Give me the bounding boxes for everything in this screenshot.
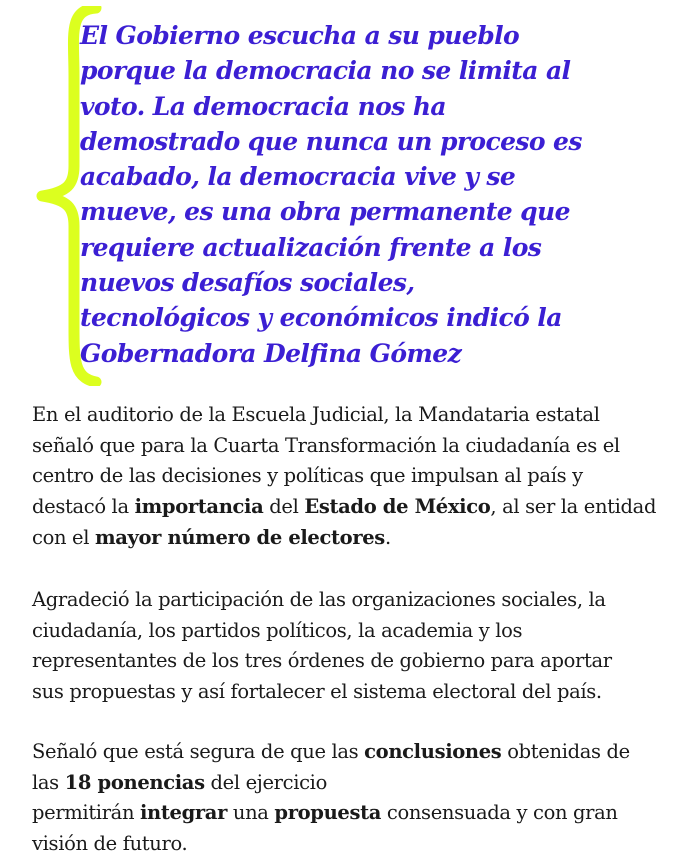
quote-line: El Gobierno escucha a su pueblo <box>80 21 520 50</box>
quote-line: mueve, es una obra permanente que <box>80 197 570 227</box>
text-run: Señaló que está segura de que las <box>32 740 365 763</box>
bold-text: 18 ponencias <box>64 770 205 794</box>
bold-text: Estado de México <box>304 495 491 519</box>
paragraph-line: Agradeció la participación de las organizaciones sociales, la <box>32 588 606 611</box>
quote-line: porque la democracia no se limita al <box>80 56 571 86</box>
quote-line: nuevos desafíos sociales, <box>80 268 415 298</box>
bold-text: propuesta <box>274 801 382 825</box>
quote-line: demostrado que nunca un proceso es <box>80 126 582 156</box>
text-run: las <box>32 770 65 794</box>
paragraph-line: centro de las decisiones y políticas que impulsan al país y <box>32 464 583 488</box>
bold-text: integrar <box>140 801 228 825</box>
bold-text: mayor número de electores <box>94 525 385 549</box>
text-run: destacó la <box>32 495 135 519</box>
paragraph-line: representantes de los tres órdenes de gobierno para aportar <box>32 649 612 673</box>
paragraph-auditorio <box>32 400 657 554</box>
text-run: obtenidas de <box>501 740 630 763</box>
quote-line: acabado, la democracia vive y se <box>80 162 516 192</box>
paragraph-line: ciudadanía, los partidos políticos, la academia y los <box>32 618 523 642</box>
paragraph-line: sus propuestas y así fortalecer el sistema electoral del país. <box>32 680 602 704</box>
text-run: una <box>227 801 275 825</box>
paragraph-line: En el auditorio de la Escuela Judicial, la Mandataria estatal <box>32 403 600 426</box>
paragraph-line <box>32 523 657 554</box>
paragraph-conclusiones <box>32 737 657 860</box>
paragraph-line <box>32 768 657 799</box>
quote-line: tecnológicos y económicos indicó la <box>80 303 562 333</box>
bold-text: importancia <box>134 495 264 519</box>
paragraph-agradecio <box>32 585 657 708</box>
paragraph-line <box>32 737 657 768</box>
text-run: del <box>263 495 305 519</box>
paragraph-line <box>32 492 657 523</box>
text-run: del ejercicio <box>204 770 327 794</box>
paragraph-line: visión de futuro. <box>32 832 188 856</box>
quote-text <box>80 18 660 371</box>
text-run: con el <box>32 525 95 549</box>
quote-line: voto. La democracia nos ha <box>80 91 447 121</box>
paragraph-line <box>32 798 657 829</box>
bold-text: conclusiones <box>364 740 502 763</box>
quote-line: Gobernadora Delfina Gómez <box>80 338 462 368</box>
paragraph-line: señaló que para la Cuarta Transformación la ciudadanía es el <box>32 433 620 457</box>
text-run: . <box>384 525 391 549</box>
pull-quote <box>0 0 673 390</box>
text-run: , al ser la entidad <box>490 495 657 519</box>
text-run: consensuada y con gran <box>381 801 618 825</box>
quote-line: requiere actualización frente a los <box>80 232 542 262</box>
text-run: permitirán <box>32 801 140 825</box>
